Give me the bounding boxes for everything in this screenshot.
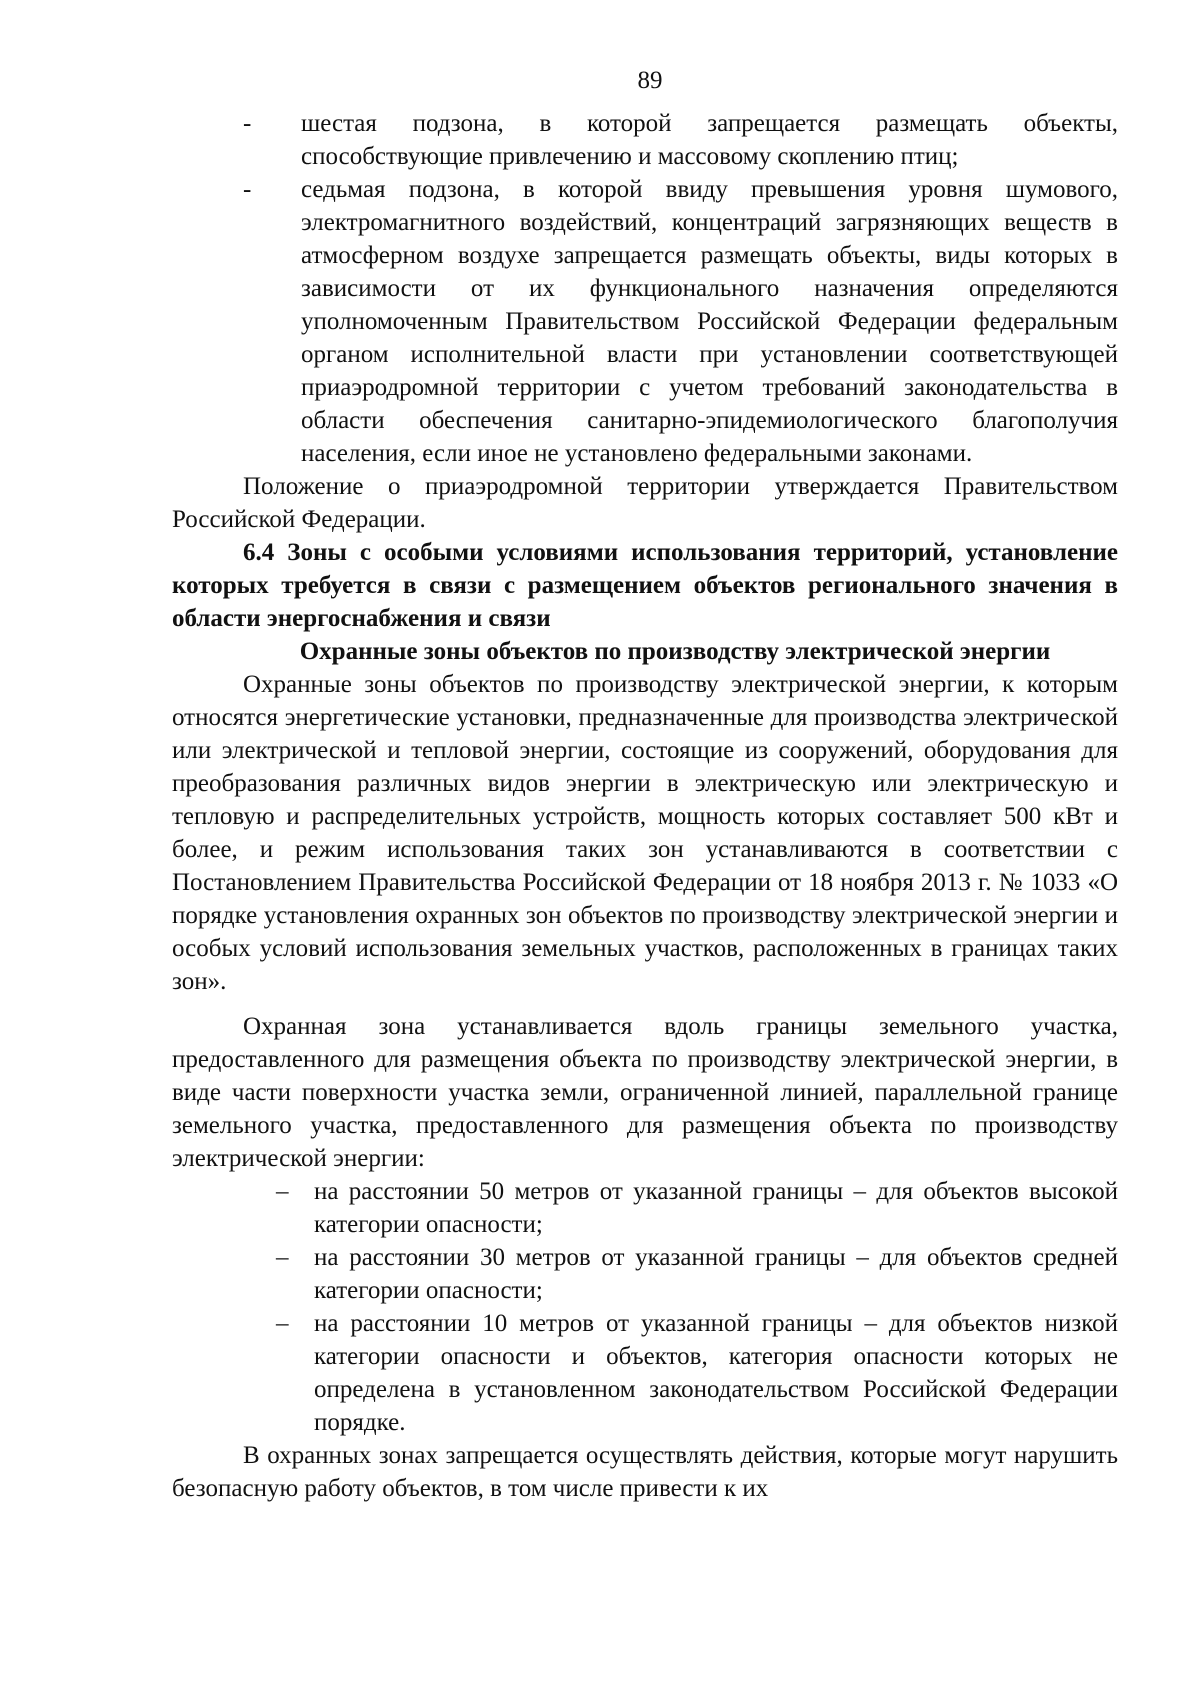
list-item (172, 1241, 1118, 1307)
list-dash: – (276, 1178, 289, 1205)
subzone-list (172, 107, 1118, 470)
page-number: 89 (637, 67, 663, 94)
distance-list (172, 1175, 1118, 1439)
list-dash: - (243, 110, 252, 137)
boundary-paragraph: Охранная зона устанавливается вдоль границы земельного участка, предоставленного для размещения объекта по производству электрической энергии, в виде части поверхности участка земли, ограниченной линией, параллельной границе земельного участка, предоставленного для размещения объекта по производству электрической энергии: (172, 1013, 1118, 1172)
section-heading: 6.4 Зоны с особыми условиями использования территорий, установление которых требуется в связи с размещением объектов регионального значения в области энергоснабжения и связи (172, 539, 1118, 632)
list-item-text: седьмая подзона, в которой ввиду превышения уровня шумового, электромагнитного воздействий, концентраций загрязняющих веществ в атмосферном воздухе запрещается размещать объекты, виды которых в зависимости от их функционального назначения определяются уполномоченным Правительством Российской Федерации федеральным органом исполнительной власти при установлении соответствующей приаэродромной территории с учетом требований законодательства в области обеспечения санитарно-эпидемиологического благополучия населения, если иное не установлено федеральными законами. (301, 176, 1118, 467)
list-item-text: на расстоянии 50 метров от указанной границы – для объектов высокой категории опасности; (314, 1178, 1118, 1238)
list-item-text: на расстоянии 30 метров от указанной границы – для объектов средней категории опасности; (314, 1244, 1118, 1304)
list-dash: - (243, 176, 252, 203)
paragraph-gap (172, 998, 1118, 1010)
list-item-text: на расстоянии 10 метров от указанной границы – для объектов низкой категории опасности и объектов, категория опасности которых не определена в установленном законодательством Российской Федерации порядке. (314, 1310, 1118, 1436)
list-item (172, 173, 1118, 470)
subheading: Охранные зоны объектов по производству электрической энергии (299, 638, 1051, 665)
list-dash: – (276, 1310, 289, 1337)
list-item (172, 107, 1118, 173)
prohibited-paragraph: В охранных зонах запрещается осуществлять действия, которые могут нарушить безопасную работу объектов, в том числе привести к их (172, 1442, 1118, 1502)
list-item (172, 1307, 1118, 1439)
regulation-paragraph: Положение о приаэродромной территории утверждается Правительством Российской Федерации. (172, 473, 1118, 533)
list-item (172, 1175, 1118, 1241)
zones-paragraph: Охранные зоны объектов по производству электрической энергии, к которым относятся энергетические установки, предназначенные для производства электрической или электрической и тепловой энергии, состоящие из сооружений, оборудования для преобразования различных видов энергии в электрическую или электрическую и тепловую и распределительных устройств, мощность которых составляет 500 кВт и более, и режим использования таких зон устанавливаются в соответствии с Постановлением Правительства Российской Федерации от 18 ноября 2013 г. № 1033 «О порядке установления охранных зон объектов по производству электрической энергии и особых условий использования земельных участков, расположенных в границах таких зон». (172, 671, 1118, 995)
list-item-text: шестая подзона, в которой запрещается размещать объекты, способствующие привлечению и массовому скоплению птиц; (301, 110, 1118, 170)
list-dash: – (276, 1244, 289, 1271)
